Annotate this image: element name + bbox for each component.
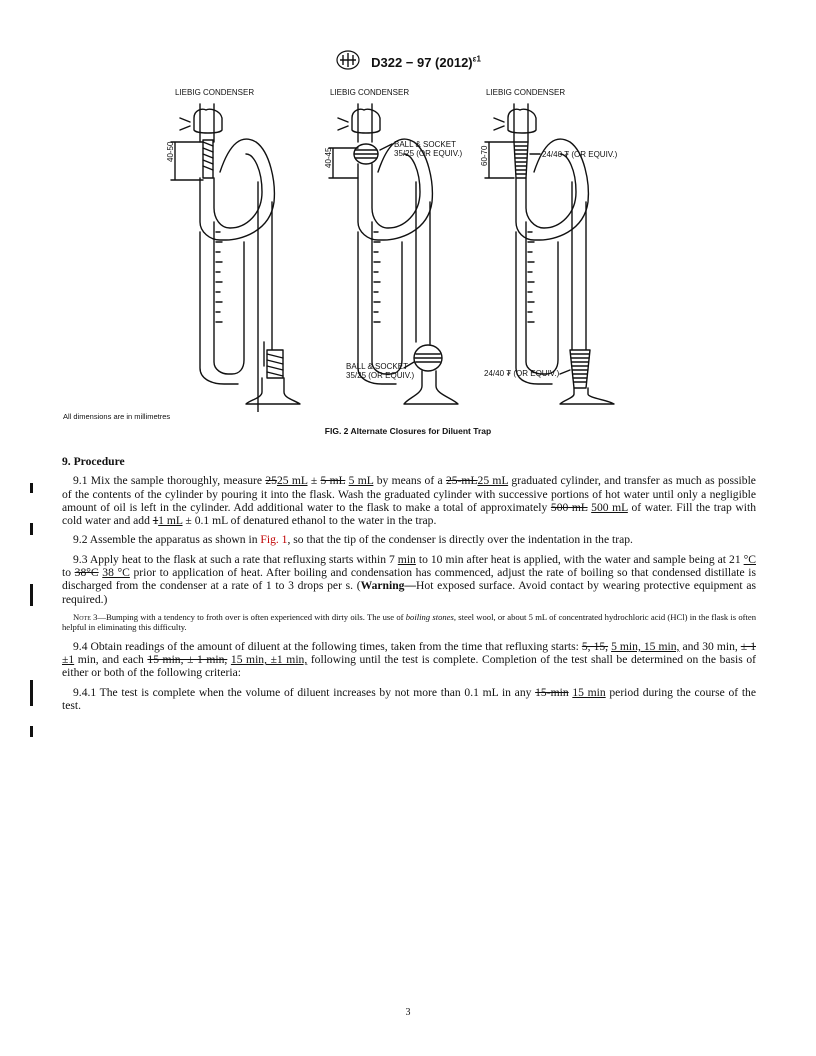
top-joint-label-2 [394, 140, 462, 158]
condenser-label-1: LIEBIG CONDENSER [175, 88, 255, 97]
top-joint-label-2-line2: 35/25 (OR EQUIV.) [394, 149, 463, 159]
paragraph-9-1: 9.1 Mix the sample thoroughly, measure 2525 mL ± 5 mL 5 mL by means of a 25-mL25 mL graduated cylinder, and transfer as much as possible of the contents of the cylinder by pouring it into the flask. Wash the graduated cylinder with successive portions of hot water until only a negligible amount of oil is left in the cylinder. Add additional water to the flask to make a total of approximately 500 mL 500 mL of water. Fill the trap with cold water and add 11 mL ± 0.1 mL of denatured ethanol to the water in the trap. [62, 474, 757, 528]
top-joint-label-2-line1: BALL & SOCKET [394, 140, 456, 149]
dimension-label-2: 40-45 [324, 147, 333, 168]
fig-1-link[interactable]: Fig. 1 [260, 533, 288, 547]
dimension-label-1: 40-50 [166, 141, 175, 162]
bottom-joint-label-2-line2: 35/25 (OR EQUIV.) [346, 371, 415, 381]
astm-logo-icon [335, 50, 361, 75]
page-header [0, 50, 816, 75]
paragraph-9-4-1: 9.4.1 The test is complete when the volume of diluent increases by not more than 0.1 mL in any 15-min 15 min period during the course of the test. [62, 685, 756, 712]
revision-bar [30, 584, 33, 606]
dimension-label-3: 60-70 [480, 145, 489, 166]
paragraph-9-3: 9.3 Apply heat to the flask at such a rate that refluxing starts within 7 min to 10 min after heat is applied, with the water and sample being at 21 °C to 38°C 38 °C prior to application of heat. After boiling and condensation has commenced, adjust the rate of boiling so that condensed distillate is discharged from the condenser at a rate of 1 to 3 drops per s. (Warning—Hot exposed surface. Avoid contact by wearing protective equipment as required.) [62, 552, 756, 606]
section-heading: 9. Procedure [62, 455, 125, 468]
trap-drawing-1 [171, 104, 300, 412]
top-joint-label-3: 24/40 ₮ (OR EQUIV.) [542, 150, 618, 159]
condenser-label-2: LIEBIG CONDENSER [330, 88, 410, 97]
note-3: Note 3—Bumping with a tendency to froth over is often experienced with dirty oils. The use of boiling stones, steel wool, or about 5 mL of concentrated hydrochloric acid (HCl) in the flask is often helpful in eliminating this difficulty. [62, 611, 757, 633]
figure-note: All dimensions are in millimetres [63, 412, 171, 421]
revision-bar [30, 483, 33, 493]
procedure-section [62, 455, 756, 718]
page-number: 3 [405, 1007, 411, 1018]
revision-bar [30, 523, 33, 535]
revision-bar [30, 726, 33, 737]
bottom-joint-label-3: 24/40 ₮ (OR EQUIV.) [484, 369, 560, 378]
document-designation: D322 − 97 $(2012)^{\varepsilon 1}$ [371, 54, 481, 71]
trap-drawing-3 [485, 104, 614, 404]
figure-caption: FIG. 2 Alternate Closures for Diluent Trap [324, 426, 492, 436]
paragraph-9-4: 9.4 Obtain readings of the amount of diluent at the following times, taken from the time that refluxing starts: 5, 15, 5 min, 15 min, and 30 min, ± 1 ±1 min, and each 15 min, ± 1 min, 15 min, ±1 min, following until the test is complete. Completion of the test shall be determined on the basis of either or both of the following criteria: [62, 639, 756, 680]
diluent-trap-figure [150, 82, 670, 412]
bottom-joint-label-2 [346, 362, 414, 380]
bottom-joint-label-2-line1: BALL & SOCKET [346, 362, 408, 371]
paragraph-9-2: 9.2 Assemble the apparatus as shown in Fig. 1, so that the tip of the condenser is directly over the indentation in the trap. [73, 533, 633, 547]
revision-bar [30, 680, 33, 706]
condenser-label-3: LIEBIG CONDENSER [486, 88, 566, 97]
